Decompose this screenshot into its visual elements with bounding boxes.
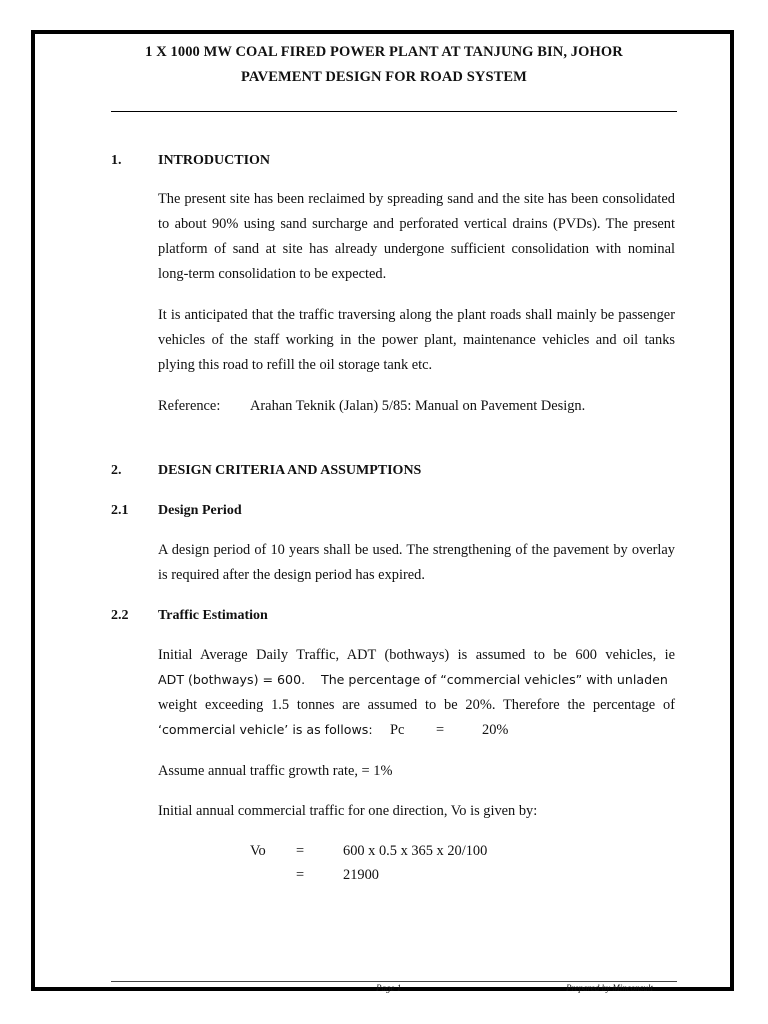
traffic-line-2a (158, 672, 305, 689)
intro-paragraph-1: The present site has been reclaimed by spreading sand and the site has been consolidated to about 90% using sand surcharge and perforated vertical drains (PVDs). The present platform of sand at site has already undergone sufficient consolidation with nominal long-term consolidation to be expected. (158, 191, 675, 282)
pc-value: 20% (482, 722, 509, 738)
footer-rule (111, 981, 677, 982)
design-period-paragraph: A design period of 10 years shall be used. The strengthening of the pavement by overlay is required after the design period has expired. (158, 542, 675, 583)
footer-prepared-by: Prepared by Minconsult (566, 983, 653, 993)
traffic-line-4 (158, 722, 373, 739)
section-2-1-number: 2.1 (111, 503, 129, 518)
commercial-vehicles-text: The percentage of “commercial vehicles” with unladen (321, 672, 668, 687)
section-1-number: 1. (111, 153, 122, 168)
pc-equals: = (436, 722, 445, 738)
vo-variable: Vo (250, 843, 266, 859)
footer-page-number: Page 1 (376, 983, 402, 993)
traffic-line-1: Initial Average Daily Traffic, ADT (bothways) is assumed to be 600 vehicles, ie (158, 647, 675, 663)
pc-variable: Pc (390, 722, 405, 738)
vo-expression: 600 x 0.5 x 365 x 20/100 (343, 843, 488, 859)
traffic-line-3: weight exceeding 1.5 tonnes are assumed to be 20%. Therefore the percentage of (158, 697, 675, 713)
section-2-heading: DESIGN CRITERIA AND ASSUMPTIONS (158, 463, 422, 478)
section-2-number: 2. (111, 463, 122, 478)
growth-rate-line: Assume annual traffic growth rate, = 1% (158, 763, 393, 779)
reference-label: Reference: (158, 398, 221, 414)
vo-result: 21900 (343, 867, 379, 883)
initial-traffic-line: Initial annual commercial traffic for one direction, Vo is given by: (158, 803, 538, 819)
section-2-1-heading: Design Period (158, 503, 242, 518)
header-rule (111, 111, 677, 112)
commercial-vehicle-label: ‘commercial vehicle’ is as follows: (158, 722, 373, 737)
reference-text: Arahan Teknik (Jalan) 5/85: Manual on Pavement Design. (250, 398, 586, 414)
intro-paragraph-2: It is anticipated that the traffic traversing along the plant roads shall mainly be passenger vehicles of the staff working in the power plant, maintenance vehicles and oil tanks plying this road to refill the oil storage tank etc. (158, 307, 675, 373)
adt-formula: ADT (bothways) = 600. (158, 672, 306, 687)
section-2-2-number: 2.2 (111, 608, 129, 623)
traffic-line-2b (321, 672, 668, 689)
vo-equals-1: = (296, 843, 305, 859)
document-title-line-1: 1 X 1000 MW COAL FIRED POWER PLANT AT TANJUNG BIN, JOHOR (145, 44, 623, 60)
document-title-line-2: PAVEMENT DESIGN FOR ROAD SYSTEM (241, 69, 527, 85)
section-2-2-heading: Traffic Estimation (158, 608, 268, 623)
section-1-heading: INTRODUCTION (158, 153, 271, 168)
vo-equals-2: = (296, 867, 305, 883)
